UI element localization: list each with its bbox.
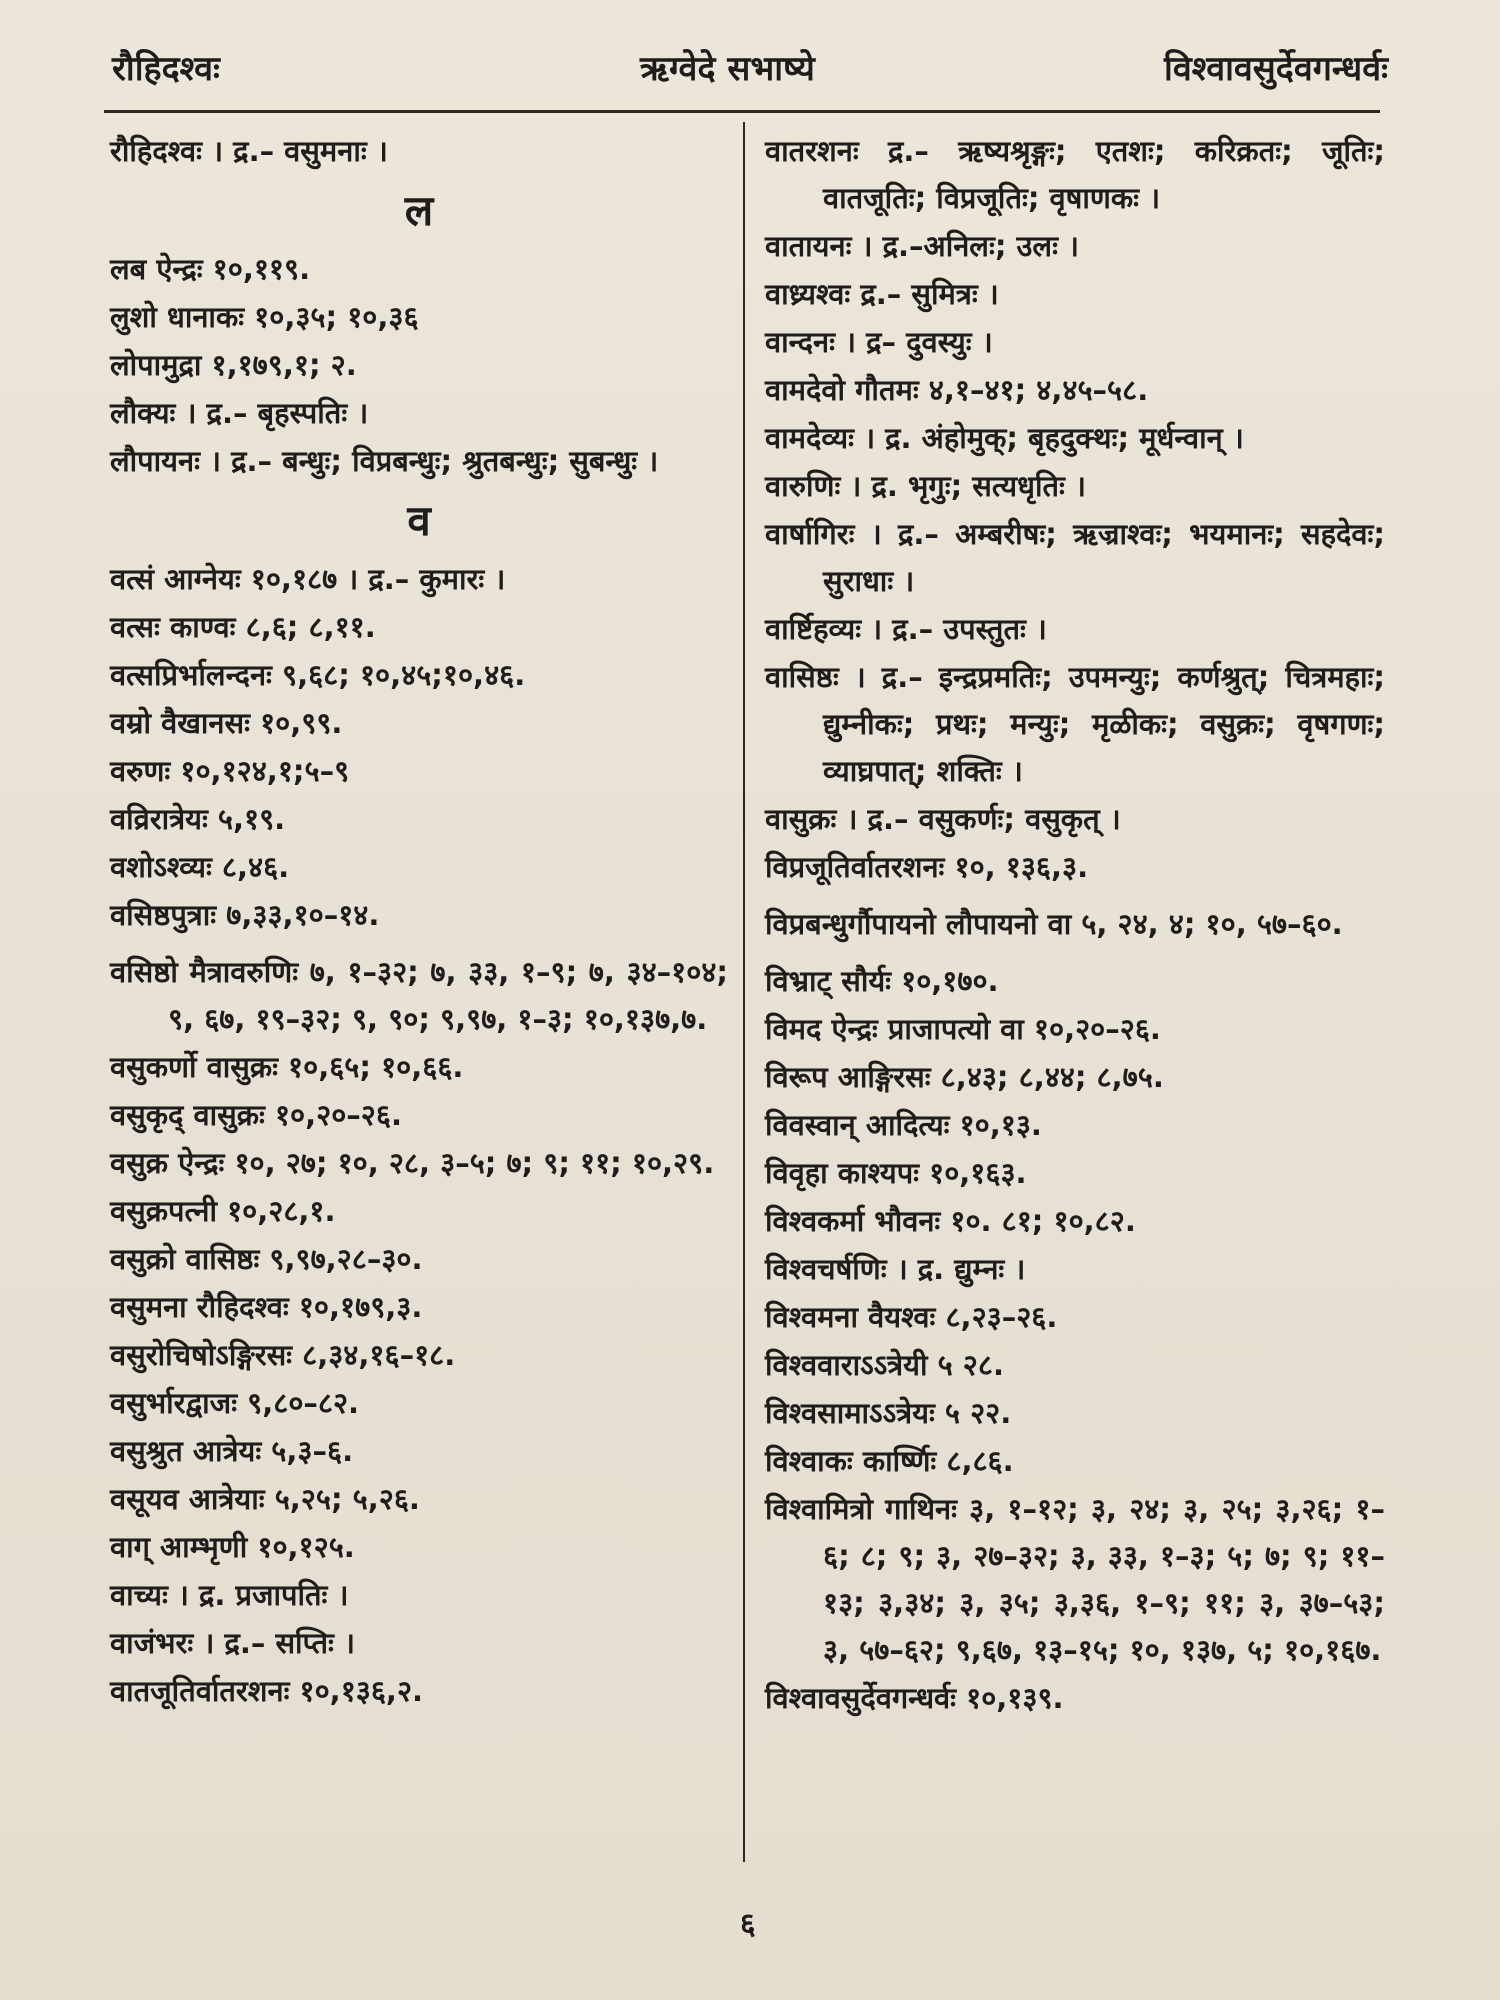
right-column [765, 128, 1385, 1723]
index-entry: विवृहा काश्यपः १०,१६३. [765, 1156, 1027, 1190]
index-entry: वासिष्ठः । द्र.– इन्द्रप्रमतिः; उपमन्युः; कर्णश्रुत्; चित्रमहाः; द्युम्नीकः; प्रथः; मन्युः; मृळीकः; वसुक्रः; वृषगणः; व्याघ्रपात्; शक्तिः । [765, 660, 1385, 788]
index-entry: वरुणः १०,१२४,१;५–९ [110, 754, 350, 788]
index-entry: वत्सः काण्वः ८,६; ८,११. [110, 610, 376, 644]
index-entry: लोपामुद्रा १,१७९,१; २. [110, 348, 357, 382]
index-entry: विभ्राट् सौर्यः १०,१७०. [765, 964, 999, 998]
index-entry: विप्रबन्धुर्गौपायनो लौपायनो वा ५, २४, ४; १०, ५७–६०. [765, 907, 1343, 941]
index-entry: वाच्यः । द्र. प्रजापतिः । [110, 1578, 349, 1612]
running-header [0, 40, 1500, 100]
index-entry: वसुमना रौहिदश्वः १०,१७९,३. [110, 1290, 423, 1324]
index-entry: वसूयव आत्रेयाः ५,२५; ५,२६. [110, 1482, 420, 1516]
index-entry: विश्वाकः कार्ष्णिः ८,८६. [765, 1444, 1014, 1478]
index-entry: वाजंभरः । द्र.– सप्तिः । [110, 1626, 355, 1660]
index-entry: वशोऽश्व्यः ८,४६. [110, 850, 290, 884]
index-entry: विप्रजूतिर्वातरशनः १०, १३६,३. [765, 850, 1089, 884]
header-title: ऋग्वेदे सभाष्ये [640, 49, 815, 89]
index-entry: वसुकृद् वासुक्रः १०,२०–२६. [110, 1098, 402, 1132]
index-entry: वसुरोचिषोऽङ्गिरसः ८,३४,१६–१८. [110, 1338, 456, 1372]
header-rule [104, 110, 1380, 113]
index-entry: विरूप आङ्गिरसः ८,४३; ८,४४; ८,७५. [765, 1060, 1164, 1094]
index-entry: विश्वचर्षणिः । द्र. द्युम्नः । [765, 1252, 1026, 1286]
index-entry: वाध्र्यश्वः द्र.– सुमित्रः । [765, 277, 999, 311]
index-entry: वम्रो वैखानसः १०,९९. [110, 706, 343, 740]
index-entry: वसुश्रुत आत्रेयः ५,३–६. [110, 1434, 354, 1468]
index-entry: वातजूतिर्वातरशनः १०,१३६,२. [110, 1674, 424, 1708]
index-entry: वव्रिरात्रेयः ५,१९. [110, 802, 286, 836]
index-entry: वासुक्रः । द्र.– वसुकर्णः; वसुकृत् । [765, 802, 1121, 836]
index-entry: वारुणिः । द्र. भृगुः; सत्यधृतिः । [765, 469, 1086, 503]
index-entry: विश्वामित्रो गाथिनः ३, १–१२; ३, २४; ३, २५; ३,२६; १–६; ८; ९; ३, २७–३२; ३, ३३, १–३; ५; ७; ९; ११–१३; ३,३४; ३, ३५; ३,३६, १–९; ११; ३, ३७–५३; ३, ५७–६२; ९,६७, १३–१५; १०, १३७, ५; १०,१६७. [765, 1492, 1385, 1667]
index-entry: लब ऐन्द्रः १०,११९. [110, 252, 311, 286]
index-entry: वसुक्रो वासिष्ठः ९,९७,२८–३०. [110, 1242, 423, 1276]
index-entry: वामदेवो गौतमः ४,१–४१; ४,४५–५८. [765, 373, 1149, 407]
page-number: ६ [740, 1907, 756, 1942]
index-entry: वसुर्भारद्वाजः ९,८०–८२. [110, 1386, 360, 1420]
index-entry: वसुक्र ऐन्द्रः १०, २७; १०, २८, ३–५; ७; ९; ११; १०,२९. [110, 1146, 715, 1180]
index-entry: विश्वावसुर्देवगन्धर्वः १०,१३९. [765, 1681, 1064, 1715]
index-entry: वामदेव्यः । द्र. अंहोमुक्; बृहदुक्थः; मूर्धन्वान् । [765, 421, 1244, 455]
section-letter-la: ल [404, 186, 434, 235]
index-entry: वार्षागिरः । द्र.– अम्बरीषः; ऋज्राश्वः; भयमानः; सहदेवः; सुराधाः । [765, 517, 1385, 598]
column-divider [743, 122, 745, 1862]
index-entry: लौपायनः । द्र.– बन्धुः; विप्रबन्धुः; श्रुतबन्धुः; सुबन्धुः । [110, 444, 659, 478]
index-entry: वसिष्ठपुत्राः ७,३३,१०–१४. [110, 898, 380, 932]
index-entry: लुशो धानाकः १०,३५; १०,३६ [110, 300, 419, 334]
header-right-catchword: विश्वावसुर्देवगन्धर्वः [1164, 49, 1388, 89]
index-entry: वान्दनः । द्र– दुवस्युः । [765, 325, 993, 359]
index-entry: विश्वमना वैयश्वः ८,२३–२६. [765, 1300, 1058, 1334]
section-letter-va: व [407, 496, 431, 545]
index-entry: वातायनः । द्र.–अनिलः; उलः । [765, 229, 1080, 263]
left-column [110, 128, 728, 1716]
index-entry: वसिष्ठो मैत्रावरुणिः ७, १–३२; ७, ३३, १–९; ७, ३४–१०४; ९, ६७, १९–३२; ९, ९०; ९,९७, १–३; १०,१३७,७. [110, 955, 728, 1036]
index-entry: वसुक्रपत्नी १०,२८,१. [110, 1194, 336, 1228]
index-entry: वसुकर्णो वासुक्रः १०,६५; १०,६६. [110, 1050, 464, 1084]
index-entry: वत्सप्रिर्भालन्दनः ९,६८; १०,४५;१०,४६. [110, 658, 526, 692]
index-entry: विश्वकर्मा भौवनः १०. ८१; १०,८२. [765, 1204, 1136, 1238]
index-entry: विमद ऐन्द्रः प्राजापत्यो वा १०,२०–२६. [765, 1012, 1161, 1046]
index-entry: विवस्वान् आदित्यः १०,१३. [765, 1108, 1042, 1142]
index-entry: वातरशनः द्र.– ऋष्यश्रृङ्गः; एतशः; करिक्रतः; जूतिः; वातजूतिः; विप्रजूतिः; वृषाणकः । [765, 134, 1385, 215]
index-entry: वार्ष्टिहव्यः । द्र.– उपस्तुतः । [765, 612, 1047, 646]
index-entry: रौहिदश्वः । द्र.– वसुमनाः । [110, 134, 388, 168]
index-entry: लौक्यः । द्र.– बृहस्पतिः । [110, 396, 369, 430]
index-entry: वत्सं आग्नेयः १०,१८७ । द्र.– कुमारः । [110, 562, 506, 596]
index-entry: विश्वसामाऽऽत्रेयः ५ २२. [765, 1396, 1012, 1430]
index-entry: विश्ववाराऽऽत्रेयी ५ २८. [765, 1348, 1004, 1382]
index-entry: वाग् आम्भृणी १०,१२५. [110, 1530, 355, 1564]
header-left-catchword: रौहिदश्वः [112, 49, 220, 89]
